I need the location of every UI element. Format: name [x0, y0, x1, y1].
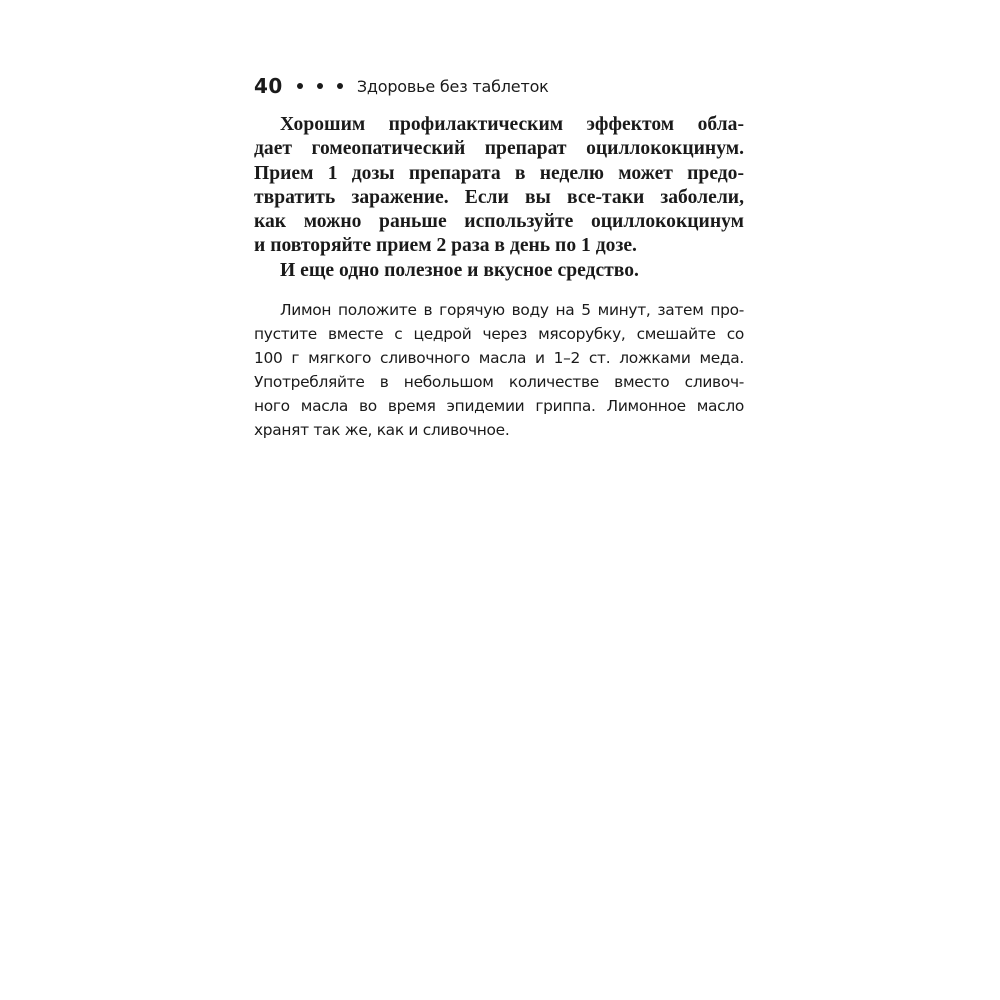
book-title: Здоровье без таблеток	[356, 76, 549, 96]
text-line: Хорошим профилактическим эффектом обла-	[280, 114, 744, 135]
second-paragraph	[254, 259, 744, 283]
recipe-line: ного масла во время эпидемии гриппа. Лимонное масло	[254, 397, 744, 415]
separator-dots	[297, 83, 357, 89]
text-line: как можно раньше используйте оциллококцинум	[254, 211, 744, 233]
text-line: твратить заражение. Если вы все-таки заболели,	[254, 186, 744, 208]
text-line: И еще одно полезное и вкусное средство.	[280, 259, 639, 281]
page-number: 40	[254, 74, 283, 98]
main-text	[254, 113, 744, 283]
dot-icon	[317, 83, 323, 89]
recipe-line: пустите вместе с цедрой через мясорубку, смешайте со	[254, 325, 744, 343]
recipe-line: хранят так же, как и сливочное.	[254, 421, 510, 439]
main-paragraph	[254, 113, 744, 259]
running-head	[254, 72, 549, 100]
recipe-line: Лимон положите в горячую воду на 5 минут, затем про-	[280, 301, 744, 319]
text-line: Прием 1 дозы препарата в неделю может предо-	[254, 162, 744, 184]
text-line: дает гомеопатический препарат оциллококцинум.	[254, 138, 744, 160]
recipe-line: 100 г мягкого сливочного масла и 1–2 ст. ложками меда.	[254, 349, 744, 367]
recipe-block	[254, 298, 744, 442]
recipe-line: Употребляйте в небольшом количестве вместо сливоч-	[254, 373, 744, 391]
dot-icon	[337, 83, 343, 89]
text-line: и повторяйте прием 2 раза в день по 1 дозе.	[254, 235, 637, 257]
dot-icon	[297, 83, 303, 89]
